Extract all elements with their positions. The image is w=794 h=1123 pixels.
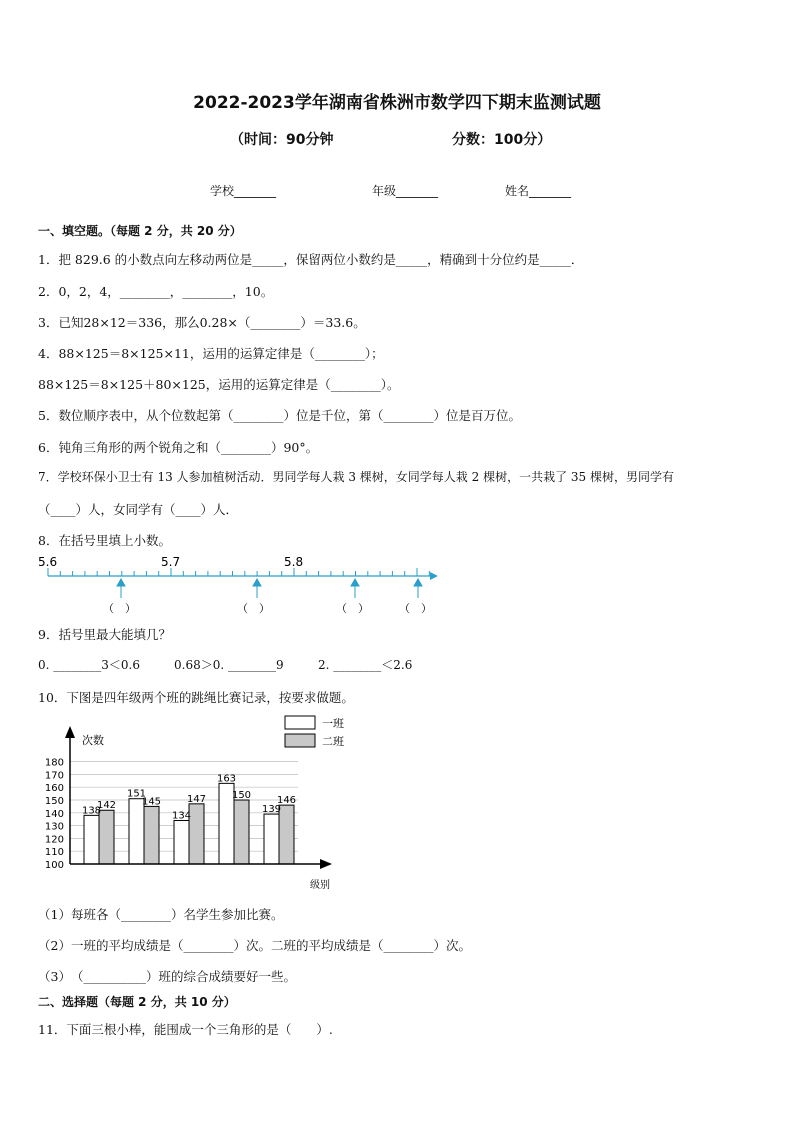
question-2: 2．0，2，4，________，________，10。 bbox=[38, 284, 274, 299]
chart-bar bbox=[279, 805, 294, 864]
number-line-ticks bbox=[48, 568, 429, 576]
school-field: 学校_______ bbox=[210, 184, 277, 198]
chart-y-tick-label: 170 bbox=[44, 770, 64, 782]
chart-y-tick-label: 110 bbox=[44, 847, 64, 859]
page-title: 2022-2023学年湖南省株洲市数学四下期末监测试题 bbox=[193, 93, 601, 113]
chart-data-label: 147 bbox=[186, 793, 207, 805]
number-line-pointer-head-1 bbox=[117, 579, 125, 586]
chart-y-axis-arrow bbox=[65, 726, 75, 738]
chart-y-tick-label: 150 bbox=[44, 796, 64, 807]
legend-swatch-class-2 bbox=[285, 734, 315, 747]
question-7-line-2: （____）人，女同学有（____）人． bbox=[38, 502, 239, 517]
question-4-line-1: 4．88×125＝8×125×11，运用的运算定律是（________）； bbox=[38, 346, 384, 361]
chart-bar bbox=[264, 814, 279, 864]
legend-label-class-2: 二班 bbox=[322, 735, 344, 748]
legend-label-class-1: 一班 bbox=[322, 717, 344, 730]
question-4-line-2: 88×125＝8×125＋80×125，运用的运算定律是（________）。 bbox=[38, 377, 400, 392]
chart-data-label: 150 bbox=[231, 790, 252, 801]
number-line-pointer-head-3 bbox=[351, 579, 359, 586]
chart-data-label: 146 bbox=[276, 795, 297, 807]
chart-y-tick-label: 120 bbox=[44, 834, 64, 846]
question-1: 1．把 829.6 的小数点向左移动两位是_____，保留两位小数约是_____，精确到十分位约是_____． bbox=[38, 252, 584, 267]
chart-data-label: 134 bbox=[171, 810, 192, 822]
number-line-pointer-head-4 bbox=[414, 579, 422, 586]
chart-data-label: 138 bbox=[81, 805, 102, 817]
question-5: 5．数位顺序表中，从个位数起第（________）位是千位，第（________）位是百万位。 bbox=[38, 408, 521, 423]
number-line bbox=[30, 550, 450, 620]
chart-y-tick-label: 130 bbox=[44, 821, 64, 833]
chart-bar bbox=[99, 810, 114, 864]
time-label: （时间：90分钟 bbox=[230, 132, 334, 148]
number-line-label-5-7: 5.7 bbox=[161, 555, 181, 569]
question-10-part-3: （3） （__________）班的综合成绩要好一些。 bbox=[38, 969, 296, 984]
number-line-blank-3: （ ） bbox=[336, 602, 369, 615]
question-10-part-2: （2）一班的平均成绩是（________）次。二班的平均成绩是（________）次。 bbox=[38, 938, 471, 953]
chart-x-axis-arrow bbox=[320, 859, 332, 869]
legend-swatch-class-1 bbox=[285, 716, 315, 729]
chart-y-tick-label: 100 bbox=[44, 860, 64, 871]
chart-bar bbox=[189, 804, 204, 864]
number-line-label-5-8: 5.8 bbox=[284, 555, 304, 569]
chart-data-label: 142 bbox=[96, 800, 117, 812]
name-field: 姓名_______ bbox=[505, 184, 572, 198]
chart-data-label: 139 bbox=[261, 804, 282, 816]
question-11: 11．下面三根小棒，能围成一个三角形的是（ ）. bbox=[38, 1022, 333, 1037]
question-3: 3．已知28×12＝336，那么0.28×（________）＝33.6。 bbox=[38, 315, 366, 330]
number-line-blank-2: （ ） bbox=[237, 602, 270, 615]
question-9-item-1: 0. ________3＜0.6 bbox=[38, 658, 140, 672]
question-10: 10．下图是四年级两个班的跳绳比赛记录，按要求做题。 bbox=[38, 690, 354, 705]
chart-y-tick-label: 180 bbox=[44, 757, 64, 769]
jump-rope-bar-chart bbox=[30, 712, 360, 892]
number-line-label-5-6: 5.6 bbox=[38, 555, 58, 569]
section-heading-multiple-choice: 二、选择题（每题 2 分，共 10 分） bbox=[38, 995, 236, 1009]
number-line-blank-4: （ ） bbox=[399, 602, 432, 615]
number-line-pointer-head-2 bbox=[253, 579, 261, 586]
question-9: 9．括号里最大能填几？ bbox=[38, 627, 171, 642]
question-7-line-1: 7．学校环保小卫士有 13 人参加植树活动．男同学每人栽 3 棵树，女同学每人栽 2 棵树，一共栽了 35 棵树，男同学有 bbox=[38, 470, 674, 484]
question-9-item-2: 0.68＞0. ________9 bbox=[174, 658, 284, 672]
section-heading-fill-in: 一、填空题。（每题 2 分，共 20 分） bbox=[38, 224, 242, 238]
chart-bar bbox=[84, 815, 99, 864]
question-9-item-3: 2. ________＜2.6 bbox=[318, 658, 413, 672]
question-6: 6．钝角三角形的两个锐角之和（________）90°。 bbox=[38, 440, 319, 455]
chart-bar bbox=[174, 820, 189, 864]
chart-data-label: 163 bbox=[216, 773, 237, 785]
question-10-part-1: （1）每班各（________）名学生参加比赛。 bbox=[38, 907, 284, 922]
chart-y-tick-label: 160 bbox=[44, 783, 64, 795]
question-8: 8．在括号里填上小数。 bbox=[38, 533, 171, 548]
number-line-blank-1: （ ） bbox=[103, 602, 136, 615]
chart-y-tick-label: 140 bbox=[44, 808, 64, 820]
chart-bar bbox=[234, 800, 249, 864]
number-line-arrowhead bbox=[430, 572, 438, 580]
chart-y-axis-label: 次数 bbox=[82, 734, 104, 747]
grade-field: 年级_______ bbox=[372, 184, 439, 198]
chart-bar bbox=[144, 806, 159, 864]
chart-data-label: 145 bbox=[141, 796, 162, 808]
score-label: 分数：100分） bbox=[452, 132, 552, 148]
chart-bar bbox=[129, 799, 144, 864]
chart-data-label: 151 bbox=[126, 788, 147, 800]
chart-x-axis-label: 级别 bbox=[310, 880, 330, 891]
